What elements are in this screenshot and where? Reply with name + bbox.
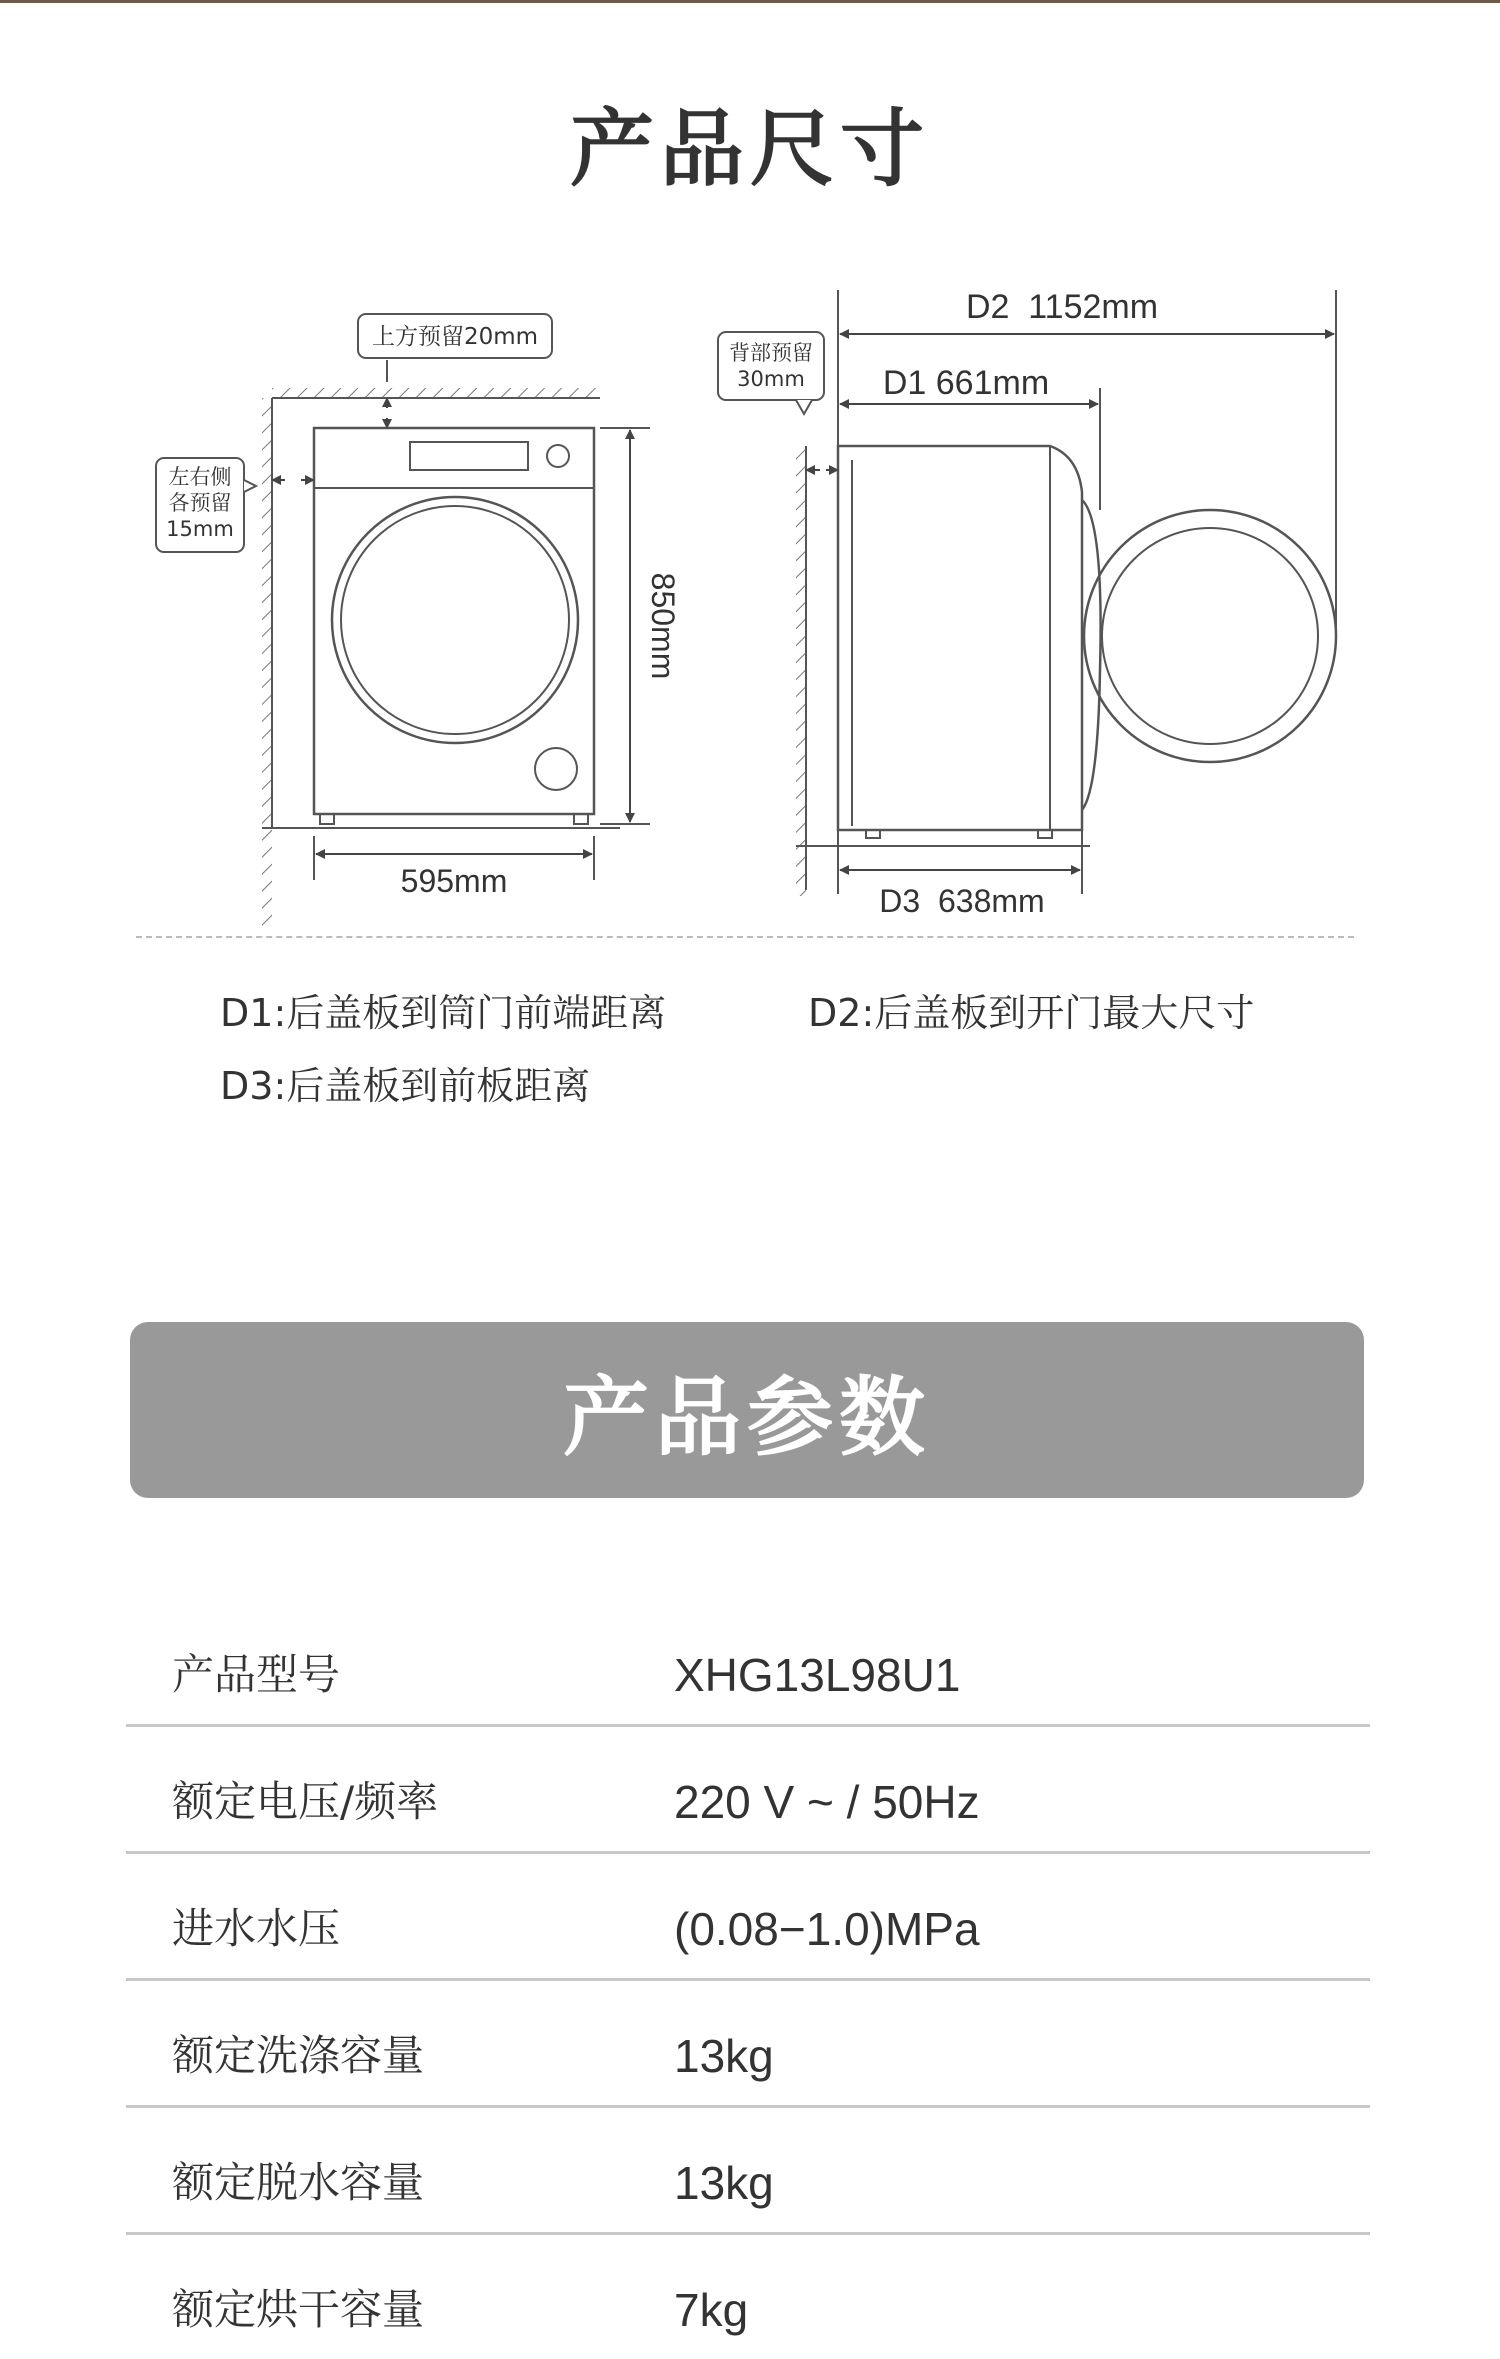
spec-value: 13kg	[674, 2157, 774, 2209]
dashed-divider	[136, 936, 1354, 938]
top-border	[0, 0, 1500, 3]
front-view	[156, 314, 681, 930]
spec-label: 额定电压/频率	[172, 1777, 439, 1826]
dimension-diagram	[0, 270, 1500, 930]
top-clearance-label: 上方预留20mm	[371, 324, 539, 350]
washer-side	[838, 446, 1082, 830]
legend-d2: D2:后盖板到开门最大尺寸	[808, 991, 1255, 1035]
back-wall-hatch	[796, 446, 806, 896]
spec-value: 220 V ~ / 50Hz	[674, 1776, 980, 1828]
spec-row	[126, 2108, 1370, 2235]
spec-row	[126, 1981, 1370, 2108]
params-title: 产品参数	[563, 1368, 931, 1468]
spec-value: (0.08−1.0)MPa	[674, 1903, 980, 1955]
spec-value: 7kg	[674, 2284, 749, 2336]
spec-label: 额定洗涤容量	[172, 2031, 425, 2080]
open-door-inner	[1102, 528, 1318, 744]
back-clearance-line2: 30mm	[737, 367, 805, 391]
page-title: 产品尺寸	[569, 100, 930, 198]
d1-label: D1 661mm	[882, 364, 1050, 402]
spec-row	[126, 1600, 1370, 1727]
d2-label: D2 1152mm	[965, 288, 1159, 326]
side-clearance-line2: 各预留	[168, 491, 232, 515]
spec-row	[126, 2235, 1370, 2359]
height-label: 850mm	[645, 572, 681, 680]
side-view	[718, 288, 1336, 919]
legend-d1: D1:后盖板到筒门前端距离	[220, 991, 667, 1035]
spec-label: 产品型号	[172, 1650, 341, 1699]
spec-label: 进水水压	[172, 1904, 341, 1953]
wall-hatch	[262, 398, 272, 930]
spec-row	[126, 1727, 1370, 1854]
ceiling-hatch	[272, 388, 600, 398]
params-banner	[130, 1322, 1364, 1498]
washer-front	[314, 428, 594, 814]
spec-label: 额定烘干容量	[172, 2285, 425, 2334]
spec-value: 13kg	[674, 2030, 774, 2082]
spec-table	[126, 1600, 1370, 2359]
width-label: 595mm	[400, 863, 508, 899]
d3-label: D3 638mm	[879, 883, 1045, 919]
spec-label: 额定脱水容量	[172, 2158, 425, 2207]
open-door-outer	[1084, 510, 1336, 762]
back-clearance-line1: 背部预留	[729, 341, 813, 365]
legend-d3: D3:后盖板到前板距离	[220, 1064, 591, 1108]
side-clearance-line1: 左右侧	[168, 465, 232, 489]
spec-row	[126, 1854, 1370, 1981]
spec-value: XHG13L98U1	[674, 1649, 961, 1701]
side-clearance-line3: 15mm	[166, 517, 234, 541]
